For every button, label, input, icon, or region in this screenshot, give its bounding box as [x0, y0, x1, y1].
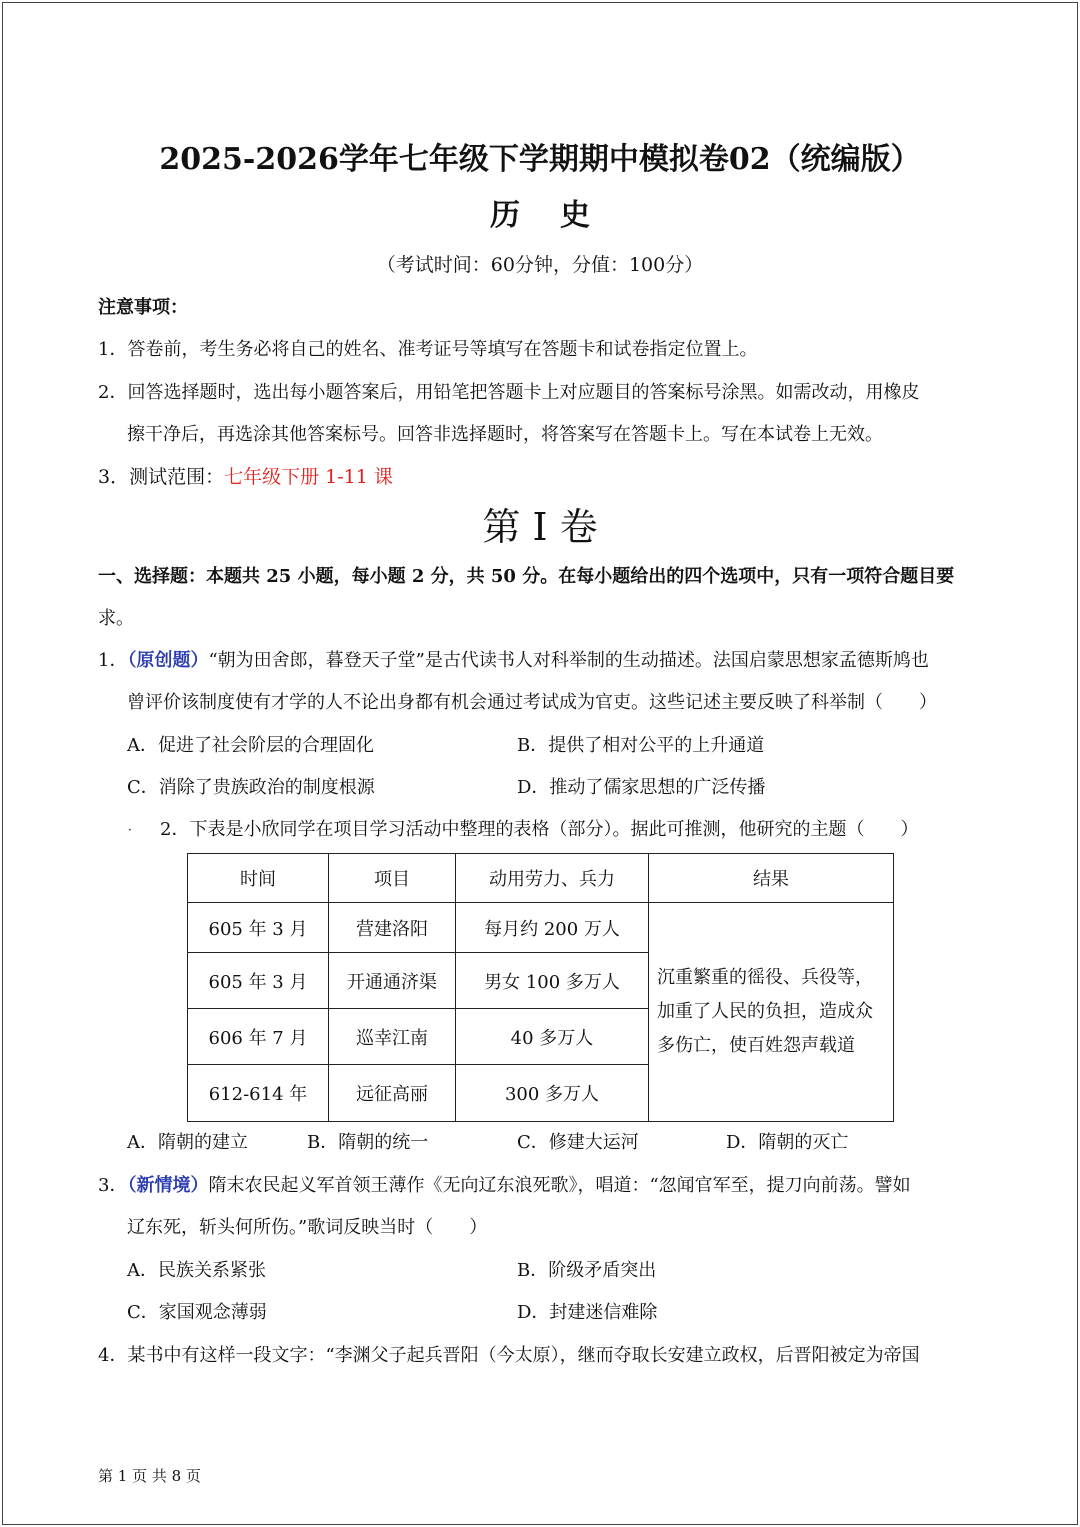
- page-footer: 第 1 页 共 8 页: [98, 1467, 201, 1485]
- question-3-cont: 辽东死，斩头何所伤。”歌词反映当时（ ）: [127, 1217, 488, 1238]
- table-header: 动用劳力、兵力: [456, 854, 649, 903]
- question-number: 1．: [98, 650, 128, 671]
- table-cell: 606 年 7 月: [188, 1009, 329, 1065]
- table-cell: 营建洛阳: [329, 903, 456, 953]
- question-2: 2．下表是小欣同学在项目学习活动中整理的表格（部分）。据此可推测，他研究的主题（ ）: [160, 819, 919, 840]
- q2-option-d: D．隋朝的灭亡: [726, 1132, 849, 1153]
- table-cell: 612-614 年: [188, 1065, 329, 1122]
- question-tag: （新情境）: [127, 1175, 209, 1196]
- question-1: [98, 649, 929, 673]
- question-text: 隋末农民起义军首领王薄作《无向辽东浪死歌》，唱道：“忽闻官军至，提刀向前荡。譬如: [208, 1175, 911, 1196]
- q2-option-c: C．修建大运河: [517, 1132, 639, 1153]
- table-cell: 605 年 3 月: [188, 903, 329, 953]
- scope-label: 3．测试范围：: [98, 466, 225, 488]
- notice-item-1: 1．答卷前，考生务必将自己的姓名、准考证号等填写在答题卡和试卷指定位置上。: [98, 339, 758, 360]
- table-cell: 40 多万人: [456, 1009, 649, 1065]
- table-cell: 300 多万人: [456, 1065, 649, 1122]
- exam-info: （考试时间：60分钟，分值：100分）: [376, 254, 704, 276]
- q2-option-a: A．隋朝的建立: [127, 1132, 248, 1153]
- section-heading-cont: 求。: [98, 608, 134, 629]
- question-text: “朝为田舍郎，暮登天子堂”是古代读书人对科举制的生动描述。法国启蒙思想家孟德斯鸠也: [208, 650, 929, 671]
- result-line: 沉重繁重的徭役、兵役等，: [657, 967, 873, 988]
- q1-option-a: A．促进了社会阶层的合理固化: [127, 735, 374, 756]
- q1-option-c: C．消除了贵族政治的制度根源: [127, 777, 375, 798]
- table-cell: 巡幸江南: [329, 1009, 456, 1065]
- notice-item-2: 2．回答选择题时，选出每小题答案后，用铅笔把答题卡上对应题目的答案标号涂黑。如需改动，用橡皮: [98, 382, 920, 403]
- question-1-cont: 曾评价该制度使有才学的人不论出身都有机会通过考试成为官吏。这些记述主要反映了科举制（ ）: [127, 692, 937, 713]
- question-number: 3．: [98, 1175, 128, 1196]
- table-header: 项目: [329, 854, 456, 903]
- table-cell: 男女 100 多万人: [456, 953, 649, 1009]
- table-header: 结果: [649, 854, 894, 903]
- q3-option-b: B．阶级矛盾突出: [517, 1260, 657, 1281]
- q3-option-d: D．封建迷信难除: [517, 1302, 658, 1323]
- table-cell: 605 年 3 月: [188, 953, 329, 1009]
- notice-item-2-cont: 擦干净后，再选涂其他答案标号。回答非选择题时，将答案写在答题卡上。写在本试卷上无效。: [127, 424, 883, 445]
- q1-option-b: B．提供了相对公平的上升通道: [517, 735, 765, 756]
- subject-title: 历史: [490, 198, 630, 233]
- result-line: 加重了人民的负担，造成众: [657, 1001, 873, 1022]
- q3-option-c: C．家国观念薄弱: [127, 1302, 267, 1323]
- table-cell: 远征高丽: [329, 1065, 456, 1122]
- notice-item-3: [98, 465, 393, 489]
- scope-value: 七年级下册 1-11 课: [224, 466, 393, 488]
- table-result-cell: [649, 903, 894, 1122]
- q2-option-b: B．隋朝的统一: [307, 1132, 429, 1153]
- data-table: [187, 853, 894, 1122]
- table-cell: 每月约 200 万人: [456, 903, 649, 953]
- volume-heading: 第 I 卷: [482, 505, 598, 549]
- question-4: 4．某书中有这样一段文字：“李渊父子起兵晋阳（今太原），继而夺取长安建立政权，后晋阳被定为帝国: [98, 1345, 920, 1366]
- q1-option-d: D．推动了儒家思想的广泛传播: [517, 777, 766, 798]
- notice-heading: 注意事项：: [98, 297, 188, 318]
- result-line: 多伤亡，使百姓怨声载道: [657, 1035, 855, 1056]
- question-3: [98, 1174, 911, 1198]
- bullet-mark: ·: [128, 823, 132, 837]
- question-tag: （原创题）: [127, 650, 209, 671]
- table-cell: 开通通济渠: [329, 953, 456, 1009]
- table-header: 时间: [188, 854, 329, 903]
- q3-option-a: A．民族关系紧张: [127, 1260, 266, 1281]
- section-heading: 一、选择题：本题共 25 小题，每小题 2 分，共 50 分。在每小题给出的四个选项中，只有一项符合题目要: [98, 566, 955, 587]
- exam-title: 2025-2026学年七年级下学期期中模拟卷02（统编版）: [159, 142, 921, 177]
